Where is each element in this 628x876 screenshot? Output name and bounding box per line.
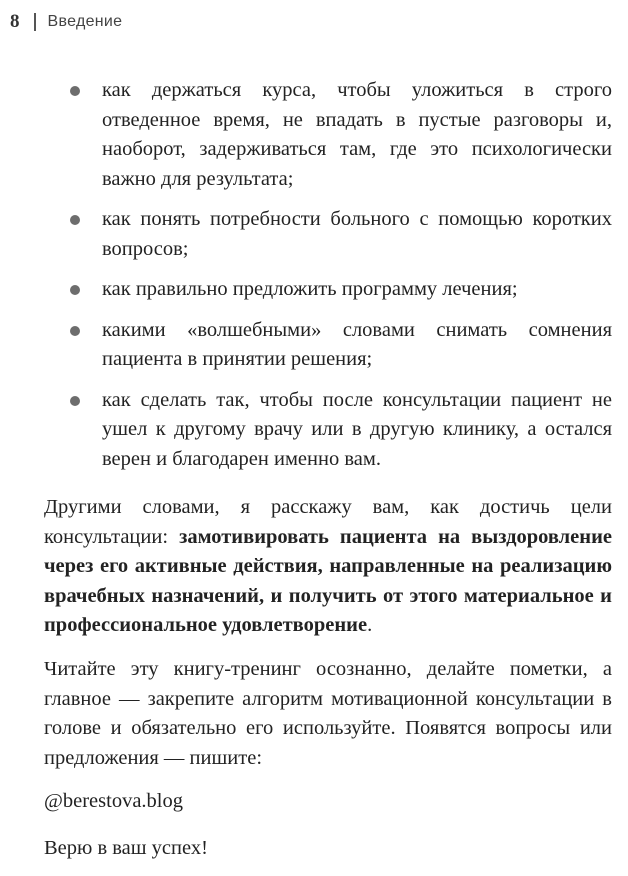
goal-end-text: .: [367, 614, 373, 636]
list-item-text: как сделать так, чтобы после консультации пациент не ушел к другому врачу или в другую клинику, а остался верен и благодарен именно вам.: [102, 388, 612, 470]
list-item-text: как правильно предложить программу лечения;: [102, 278, 518, 300]
goal-paragraph: [44, 493, 612, 641]
list-item: [70, 386, 612, 475]
list-item-text: как держаться курса, чтобы уложиться в строго отведенное время, не впадать в пустые разговоры и, наоборот, задерживаться там, где это психологически важно для результата;: [102, 79, 612, 190]
section-title: Введение: [47, 13, 123, 30]
bullet-list: [70, 76, 612, 485]
list-item: [70, 275, 612, 305]
page-number: 8: [10, 11, 20, 32]
list-item-text: какими «волшебными» словами снимать сомнения пациента в принятии решения;: [102, 318, 612, 370]
bullet-icon: [70, 215, 80, 225]
closing-line: Верю в ваш успех!: [44, 837, 208, 859]
contact-handle: @berestova.blog: [44, 790, 183, 812]
running-header: [10, 8, 122, 36]
list-item: [70, 76, 612, 194]
bullet-icon: [70, 396, 80, 406]
bullet-icon: [70, 285, 80, 295]
goal-bold-text: замотивировать пациента на выздоровление через его активные действия, направленные на реализацию врачебных назначений, и получить от этого материальное и профессиональное удовлетворение: [44, 525, 613, 636]
goal-intro-text: Другими словами, я расскажу вам, как достичь цели консультации:: [44, 496, 612, 548]
bullet-icon: [70, 326, 80, 336]
list-item: [70, 205, 612, 264]
list-item: [70, 316, 612, 375]
list-item-text: как понять потребности больного с помощью коротких вопросов;: [102, 208, 612, 260]
bullet-icon: [70, 86, 80, 96]
advice-paragraph: Читайте эту книгу-тренинг осознанно, делайте пометки, а главное — закрепите алгоритм мотивационной консультации в голове и обязательно его используйте. Появятся вопросы или предложения — пишите:: [44, 658, 612, 769]
header-divider: [34, 13, 36, 31]
